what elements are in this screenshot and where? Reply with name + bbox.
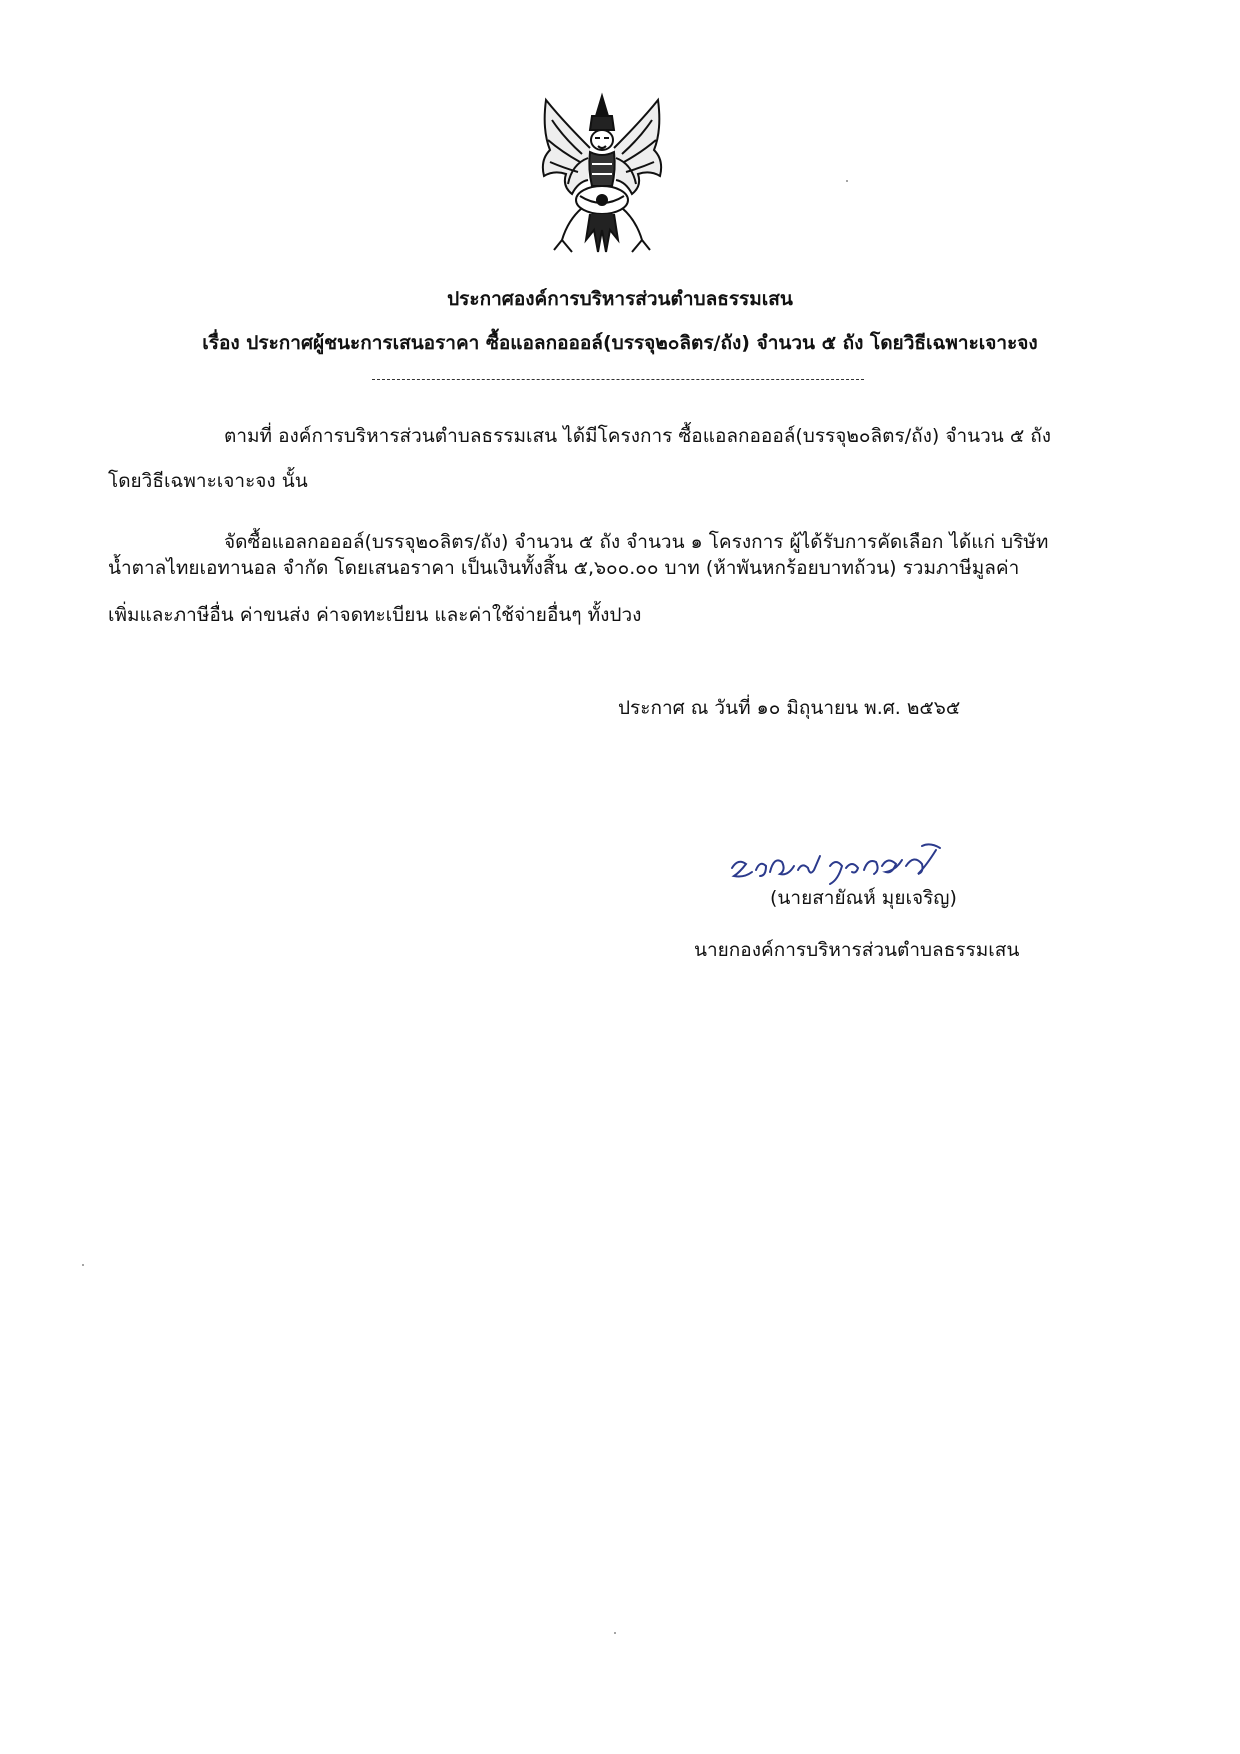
signatory-position: นายกองค์การบริหารส่วนตำบลธรรมเสน (694, 939, 1020, 961)
announcement-title: ประกาศองค์การบริหารส่วนตำบลธรรมเสน (447, 288, 793, 310)
announcement-date: ประกาศ ณ วันที่ ๑๐ มิถุนายน พ.ศ. ๒๕๖๕ (618, 697, 961, 719)
paragraph2-line3: เพิ่มและภาษีอื่น ค่าขนส่ง ค่าจดทะเบียน และค่าใช้จ่ายอื่นๆ ทั้งปวง (108, 604, 642, 626)
signatory-name: (นายสายัณห์ มุยเจริญ) (770, 887, 957, 909)
scan-speck (846, 180, 848, 182)
header-divider (372, 379, 864, 380)
announcement-subject: เรื่อง ประกาศผู้ชนะการเสนอราคา ซื้อแอลกอออล์(บรรจุ๒๐ลิตร/ถัง) จำนวน ๕ ถัง โดยวิธีเฉพาะเจาะจง (202, 332, 1038, 354)
paragraph1-line2: โดยวิธีเฉพาะเจาะจง นั้น (108, 470, 308, 492)
scan-speck (82, 1264, 84, 1266)
scan-speck (614, 1632, 616, 1634)
paragraph2-line2: น้ำตาลไทยเอทานอล จำกัด โดยเสนอราคา เป็นเงินทั้งสิ้น ๕,๖๐๐.๐๐ บาท (ห้าพันหกร้อยบาทถ้วน) รวมภาษีมูลค่า (108, 557, 1020, 579)
garuda-emblem-icon (532, 90, 672, 262)
paragraph1-line1: ตามที่ องค์การบริหารส่วนตำบลธรรมเสน ได้มีโครงการ ซื้อแอลกอออล์(บรรจุ๒๐ลิตร/ถัง) จำนวน ๕ ถัง (224, 425, 1052, 447)
paragraph2-line1: จัดซื้อแอลกอออล์(บรรจุ๒๐ลิตร/ถัง) จำนวน ๕ ถัง จำนวน ๑ โครงการ ผู้ได้รับการคัดเลือก ได้แก่ บริษัท (224, 531, 1049, 553)
